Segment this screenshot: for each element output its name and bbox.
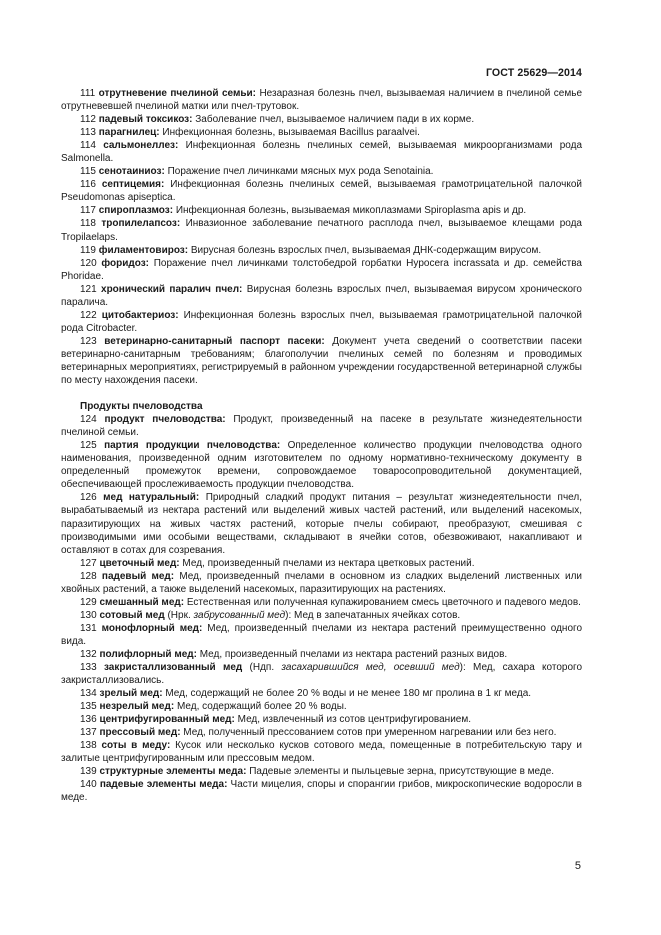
entry-number: 116 bbox=[80, 179, 96, 191]
entry-definition: Мед, произведенный пчелами из нектара цветковых растений. bbox=[179, 557, 475, 569]
entry-definition: Мед, полученный прессованием сотов при умеренном нагревании или без него. bbox=[180, 727, 557, 739]
entry-definition: Определенное количество продукции пчеловодства одного наименования, произведенной одним изготовителем по одному нормативно-техническому документу в определенный промежуток времени, сопровождаемое товаросопроводительной документацией, обеспечивающей прослеживаемость продукции пчеловодства. bbox=[61, 440, 582, 491]
entry-definition: Естественная или полученная купажированием смесь цветочного и падевого медов. bbox=[184, 596, 581, 608]
term-list-products bbox=[61, 413, 582, 804]
entry-definition: Инфекционная болезнь пчелиных семей, вызываемая грамотрицательной палочкой Pseudomonas apiseptica. bbox=[61, 179, 582, 204]
term-entry bbox=[61, 765, 582, 778]
term-entry bbox=[61, 687, 582, 700]
term-entry bbox=[61, 570, 582, 596]
term-entry bbox=[61, 413, 582, 439]
entry-definition: Мед, произведенный пчелами из нектара растений преимущественно одного вида. bbox=[61, 622, 583, 647]
term-entry bbox=[61, 700, 582, 713]
term-entry bbox=[61, 622, 582, 648]
entry-number: 137 bbox=[80, 727, 97, 739]
entry-paren: (Нрк. bbox=[164, 609, 194, 621]
entry-term: ветеринарно-санитарный паспорт пасеки: bbox=[104, 335, 325, 347]
entry-definition: Инфекционная болезнь, вызываемая микоплазмами Spiroplasma apis и др. bbox=[173, 205, 527, 217]
term-entry bbox=[61, 648, 582, 661]
entry-term: отрутневение пчелиной семьи: bbox=[98, 88, 256, 99]
entry-number: 139 bbox=[80, 766, 97, 778]
entry-term: тропилелапсоз: bbox=[101, 218, 181, 230]
entry-number: 130 bbox=[80, 609, 97, 621]
entry-definition: Продукт, произведенный на пасеке в результате жизнедеятельности пчелиной семьи. bbox=[61, 414, 582, 439]
entry-term: смешанный мед: bbox=[99, 596, 185, 608]
term-entry bbox=[61, 491, 582, 556]
entry-definition: Инфекционная болезнь пчелиных семей, вызываемая микроорганизмами рода Salmonella. bbox=[61, 140, 582, 165]
term-entry bbox=[61, 139, 582, 165]
entry-term: падевые элементы меда: bbox=[99, 779, 228, 791]
entry-term: незрелый мед: bbox=[99, 701, 175, 713]
entry-number: 111 bbox=[80, 88, 96, 99]
entry-number: 119 bbox=[80, 244, 96, 256]
entry-number: 136 bbox=[80, 714, 97, 726]
term-entry bbox=[61, 596, 582, 609]
term-entry bbox=[61, 244, 582, 257]
entry-definition: ): Мед, сахара которого закристаллизовались. bbox=[61, 662, 583, 687]
entry-number: 128 bbox=[80, 570, 97, 582]
entry-term: мед натуральный: bbox=[103, 492, 200, 504]
term-entry bbox=[61, 217, 582, 243]
entry-alt-term: засахарившийся мед, осевший мед bbox=[281, 662, 460, 674]
entry-definition: Вирусная болезнь взрослых пчел, вызываемая вирусом хронического паралича. bbox=[61, 283, 582, 308]
entry-definition: Мед, произведенный пчелами в основном из сладких выделений лиственных или хвойных растений, а также выделений насекомых, паразитирующих на растениях. bbox=[61, 570, 583, 595]
term-entry bbox=[61, 113, 582, 126]
entry-term: монофлорный мед: bbox=[101, 622, 203, 634]
entry-term: структурные элементы меда: bbox=[99, 766, 247, 778]
entry-definition: Падевые элементы и пыльцевые зерна, присутствующие в меде. bbox=[246, 766, 555, 778]
entry-term: цветочный мед: bbox=[99, 557, 180, 569]
entry-number: 123 bbox=[80, 335, 97, 347]
entry-number: 115 bbox=[80, 166, 96, 178]
document-code: ГОСТ 25629—2014 bbox=[485, 67, 582, 79]
section-heading: Продукты пчеловодства bbox=[80, 401, 203, 413]
entry-definition: Инфекционная болезнь, вызываемая Bacillus paraalvei. bbox=[159, 127, 420, 139]
term-entry bbox=[61, 557, 582, 570]
entry-number: 129 bbox=[80, 596, 97, 608]
term-entry bbox=[61, 257, 582, 283]
entry-definition: Поражение пчел личинками мясных мух рода Senotainia. bbox=[164, 166, 434, 178]
entry-definition: Природный сладкий продукт питания – результат жизнедеятельности пчел, вырабатываемый из нектара растений или выделений живых частей растений, или выделений насекомых, паразитирующих на живых частях растений, которые пчелы собирают, преобразуют, смешивая с производимыми ими особыми веществами, складывают в ячейки сотов, обезвоживают, накапливают и оставляют в сотах для созревания. bbox=[61, 492, 583, 556]
term-entry bbox=[61, 126, 582, 139]
entry-number: 134 bbox=[80, 688, 97, 700]
term-entry bbox=[61, 778, 582, 804]
entry-number: 138 bbox=[80, 740, 97, 752]
entry-number: 126 bbox=[80, 492, 97, 504]
entry-term: форидоз: bbox=[101, 257, 149, 269]
entry-number: 131 bbox=[80, 622, 97, 634]
entry-definition: Кусок или несколько кусков сотового меда, помещенные в потребительскую тару и залитые центрифугированным или прессовым медом. bbox=[61, 740, 582, 765]
term-entry bbox=[61, 165, 582, 178]
entry-number: 120 bbox=[80, 257, 97, 269]
entry-number: 127 bbox=[80, 557, 97, 569]
entry-number: 135 bbox=[80, 701, 97, 713]
entry-term: зрелый мед: bbox=[99, 688, 163, 700]
entry-term: сальмонеллез: bbox=[103, 140, 179, 152]
entry-definition: Инвазионное заболевание печатного расплода пчел, вызываемое клещами рода Tropilaelaps. bbox=[61, 218, 582, 243]
entry-number: 140 bbox=[80, 779, 97, 791]
entry-term: филаментовироз: bbox=[98, 244, 189, 256]
term-entry bbox=[61, 309, 582, 335]
entry-term: спироплазмоз: bbox=[98, 205, 174, 217]
term-entry bbox=[61, 87, 582, 113]
entry-term: сенотаиниоз: bbox=[98, 166, 165, 178]
entry-term: падевый токсикоз: bbox=[98, 114, 193, 126]
entry-number: 122 bbox=[80, 309, 97, 321]
term-entry bbox=[61, 439, 582, 491]
term-entry bbox=[61, 178, 582, 204]
entry-definition: Инфекционная болезнь взрослых пчел, вызываемая грамотрицательной палочкой рода Citrobacter. bbox=[61, 309, 583, 334]
entry-number: 117 bbox=[80, 205, 96, 217]
term-entry bbox=[61, 739, 582, 765]
entry-term: закристаллизованный мед bbox=[103, 662, 243, 674]
entry-number: 124 bbox=[80, 414, 97, 426]
entry-term: партия продукции пчеловодства: bbox=[104, 440, 281, 452]
term-entry bbox=[61, 713, 582, 726]
entry-term: полифлорный мед: bbox=[99, 648, 197, 660]
entry-number: 133 bbox=[80, 662, 97, 674]
entry-number: 112 bbox=[80, 114, 96, 126]
entry-definition: Вирусная болезнь взрослых пчел, вызываемая ДНК-содержащим вирусом. bbox=[188, 244, 542, 256]
entry-definition: Мед, произведенный пчелами из нектара растений разных видов. bbox=[196, 648, 508, 660]
entry-term: парагнилец: bbox=[98, 127, 160, 139]
document-body bbox=[61, 87, 582, 805]
entry-number: 113 bbox=[80, 127, 96, 139]
entry-number: 114 bbox=[80, 140, 96, 152]
term-list-diseases bbox=[61, 87, 582, 387]
term-entry bbox=[61, 726, 582, 739]
entry-definition: Документ учета сведений о соответствии пасеки ветеринарно-санитарным требованиям; благополучии пчелиных семей по болезням и проводимых ветеринарных мероприятиях, регистрируемый в районном учреждении государственной ветеринарной службы по месту нахождения пасеки. bbox=[61, 335, 582, 387]
entry-paren: (Ндп. bbox=[242, 662, 282, 674]
entry-number: 125 bbox=[80, 440, 97, 452]
section-spacer bbox=[61, 387, 582, 400]
entry-term: продукт пчеловодства: bbox=[104, 414, 226, 426]
entry-number: 132 bbox=[80, 648, 97, 660]
entry-term: хронический паралич пчел: bbox=[101, 283, 243, 295]
term-entry bbox=[61, 335, 582, 387]
entry-definition: ): Мед в запечатанных ячейках сотов. bbox=[285, 609, 461, 621]
entry-number: 118 bbox=[80, 218, 96, 230]
entry-term: цитобактериоз: bbox=[101, 309, 179, 321]
entry-definition: Поражение пчел личинками толстобедрой горбатки Hypocera incrassata и др. семейства Phoridae. bbox=[61, 257, 582, 282]
term-entry bbox=[61, 283, 582, 309]
term-entry bbox=[61, 204, 582, 217]
entry-definition: Незаразная болезнь пчел, вызываемая наличием в пчелиной семье отрутневевшей пчелиной матки или пчел-трутовок. bbox=[61, 88, 583, 113]
term-entry bbox=[61, 609, 582, 622]
entry-definition: Мед, содержащий более 20 % воды. bbox=[174, 701, 347, 713]
page-number: 5 bbox=[574, 860, 581, 872]
entry-term: соты в меду: bbox=[101, 740, 171, 752]
entry-alt-term: забрусованный мед bbox=[193, 609, 286, 621]
term-entry bbox=[61, 661, 582, 687]
entry-number: 121 bbox=[80, 283, 97, 295]
entry-definition: Мед, содержащий не более 20 % воды и не менее 180 мг пролина в 1 кг меда. bbox=[162, 688, 532, 700]
entry-definition: Части мицелия, споры и спорангии грибов, микроскопические водоросли в меде. bbox=[61, 779, 582, 804]
entry-term: сотовый мед bbox=[99, 609, 165, 621]
entry-term: септицемия: bbox=[101, 179, 165, 191]
entry-term: падевый мед: bbox=[101, 570, 175, 582]
entry-definition: Заболевание пчел, вызываемое наличием пади в их корме. bbox=[192, 114, 475, 126]
entry-term: прессовый мед: bbox=[99, 727, 181, 739]
entry-definition: Мед, извлеченный из сотов центрифугированием. bbox=[234, 714, 471, 726]
entry-term: центрифугированный мед: bbox=[99, 714, 235, 726]
